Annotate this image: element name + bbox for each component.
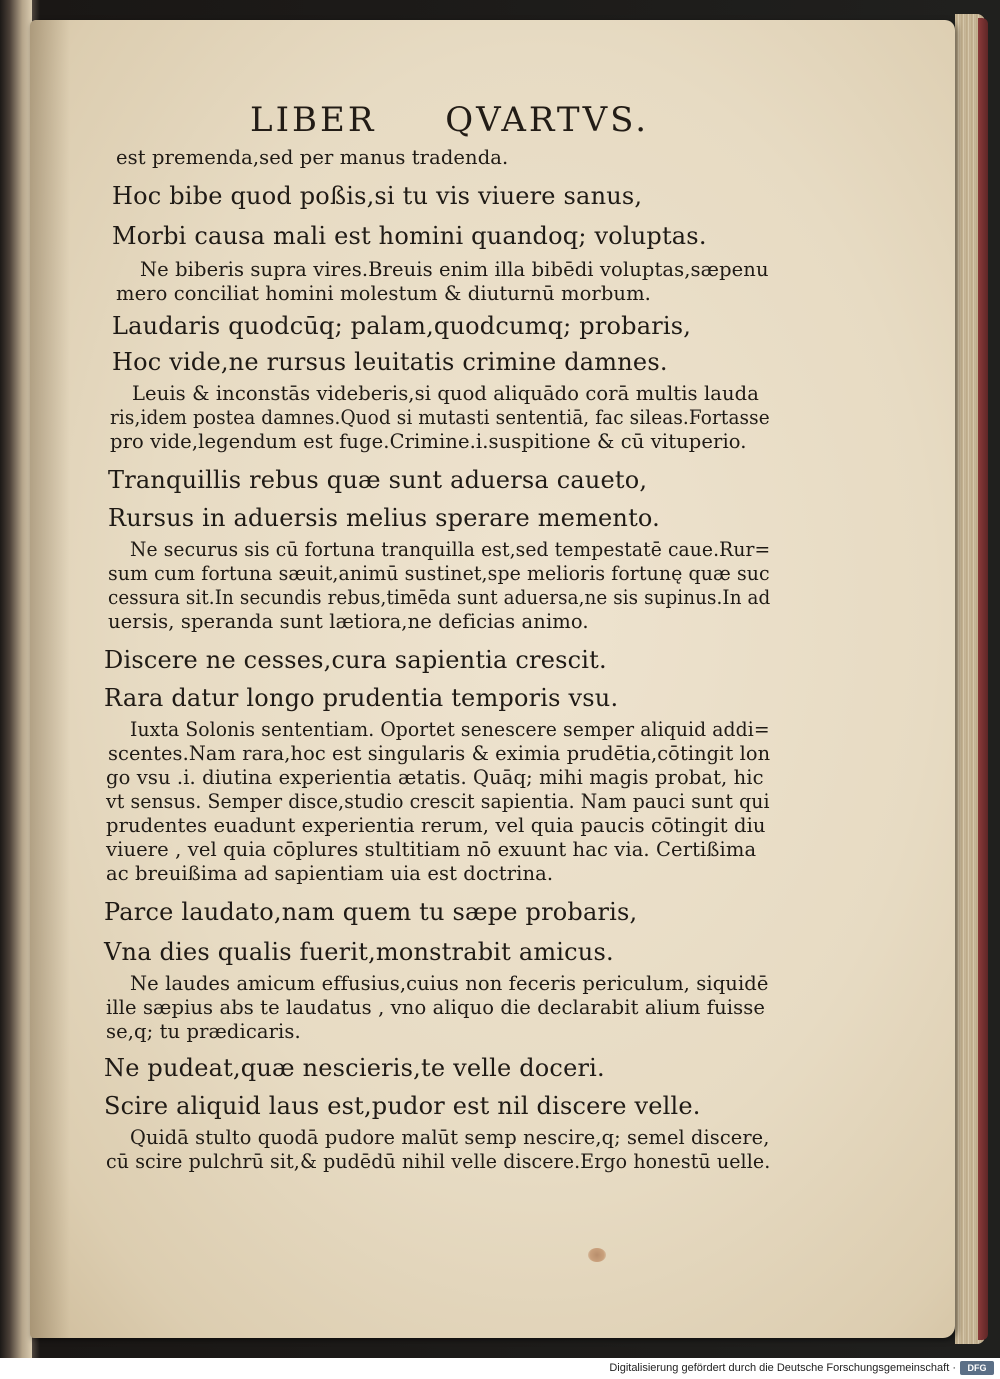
commentary-line: Ne biberis supra vires.Breuis enim illa bibēdi voluptas,sæpenu <box>140 258 769 281</box>
commentary-line: ris,idem postea damnes.Quod si mutasti sententiā, fac sileas.Fortasse <box>110 406 770 429</box>
verse-line: Rursus in aduersis melius sperare memento. <box>108 504 660 532</box>
dfg-logo: DFG <box>960 1361 994 1375</box>
commentary-line: Leuis & inconstās videberis,si quod aliquādo corā multis lauda <box>132 382 759 405</box>
paper-stain <box>588 1248 606 1262</box>
commentary-line: est premenda,sed per manus tradenda. <box>116 146 509 169</box>
commentary-line: Ne laudes amicum effusius,cuius non feceris periculum, siquidē <box>130 972 769 995</box>
commentary-line: se,q; tu prædicaris. <box>106 1020 301 1043</box>
verse-line: Morbi causa mali est homini quandoq; voluptas. <box>112 222 707 250</box>
header-quartus: QVARTVS. <box>445 100 650 140</box>
header-liber: LIBER <box>250 100 377 140</box>
commentary-line: uersis, speranda sunt lætiora,ne deficias animo. <box>108 610 589 633</box>
verse-line: Rara datur longo prudentia temporis vsu. <box>104 684 619 712</box>
gutter-shadow <box>30 20 70 1338</box>
verse-line: Laudaris quodcūq; palam,quodcumq; probaris, <box>112 312 692 340</box>
commentary-line: scentes.Nam rara,hoc est singularis & eximia prudētia,cōtingit lon <box>108 742 771 765</box>
commentary-line: ille sæpius abs te laudatus , vno aliquo die declarabit alium fuisse <box>106 996 765 1019</box>
commentary-line: viuere , vel quia cōplures stultitiam nō exuunt hac via. Certißima <box>106 838 757 861</box>
red-page-edge <box>978 18 988 1340</box>
commentary-line: cessura sit.In secundis rebus,timēda sunt aduersa,ne sis supinus.In ad <box>108 586 771 609</box>
verse-line: Ne pudeat,quæ nescieris,te velle doceri. <box>104 1054 605 1082</box>
verse-line: Discere ne cesses,cura sapientia crescit. <box>104 646 607 674</box>
verse-line: Tranquillis rebus quæ sunt aduersa caueto, <box>108 466 648 494</box>
commentary-line: vt sensus. Semper disce,studio crescit sapientia. Nam pauci sunt qui <box>106 790 770 813</box>
running-header <box>250 100 650 140</box>
commentary-line: sum cum fortuna sæuit,animū sustinet,spe melioris fortunę quæ suc <box>108 562 770 585</box>
commentary-line: cū scire pulchrū sit,& pudēdū nihil velle discere.Ergo honestū uelle. <box>106 1150 771 1173</box>
verse-line: Vna dies qualis fuerit,monstrabit amicus. <box>104 938 614 966</box>
verse-line: Parce laudato,nam quem tu sæpe probaris, <box>104 898 638 926</box>
commentary-line: ac breuißima ad sapientiam uia est doctrina. <box>106 862 554 885</box>
verse-line: Hoc bibe quod poßis,si tu vis viuere sanus, <box>112 182 643 210</box>
footer-credit: Digitalisierung gefördert durch die Deutsche Forschungsgemeinschaft · <box>609 1362 956 1374</box>
commentary-line: prudentes euadunt experientia rerum, vel quia paucis cōtingit diu <box>106 814 766 837</box>
verse-line: Hoc vide,ne rursus leuitatis crimine damnes. <box>112 348 668 376</box>
commentary-line: Ne securus sis cū fortuna tranquilla est,sed tempestatē caue.Rur= <box>130 538 771 561</box>
verse-line: Scire aliquid laus est,pudor est nil discere velle. <box>104 1092 701 1120</box>
commentary-line: go vsu .i. diutina experientia ætatis. Quāq; mihi magis probat, hic <box>106 766 764 789</box>
commentary-line: Quidā stulto quodā pudore malūt semp nescire,q; semel discere, <box>130 1126 770 1149</box>
commentary-line: mero conciliat homini molestum & diuturnū morbum. <box>116 282 651 305</box>
book-binding <box>0 0 32 1358</box>
commentary-line: pro vide,legendum est fuge.Crimine.i.suspitione & cū vituperio. <box>110 430 747 453</box>
commentary-line: Iuxta Solonis sententiam. Oportet senescere semper aliquid addi= <box>130 718 770 741</box>
